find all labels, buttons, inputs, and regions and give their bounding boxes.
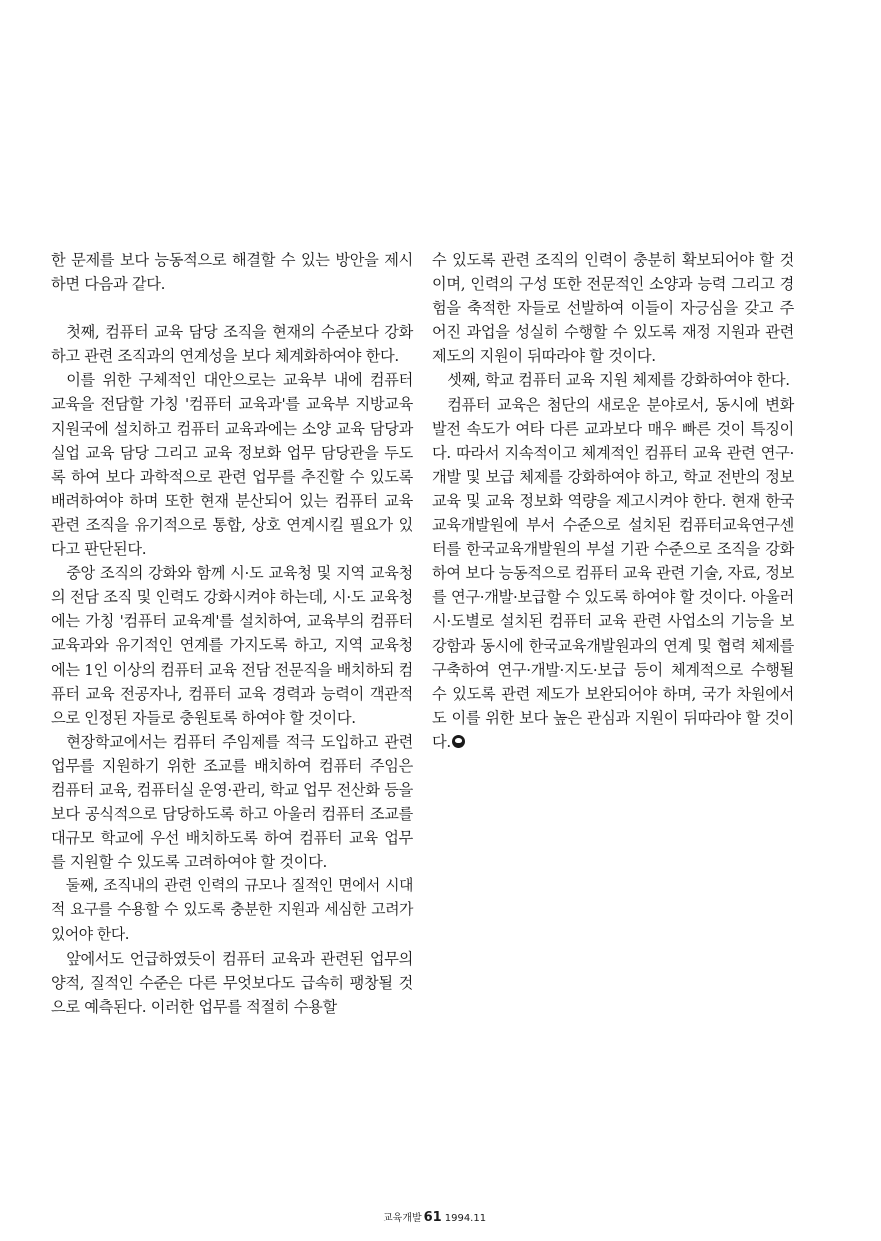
- issue-date: 1994.11: [444, 1213, 487, 1224]
- body-paragraph: 현장학교에서는 컴퓨터 주임제를 적극 도입하고 관련 업무를 지원하기 위한 조교를 배치하여 컴퓨터 주임은 컴퓨터 교육, 컴퓨터실 운영·관리, 학교 업무 전산화 등을 보다 공식적으로 담당하도록 하고 아울러 컴퓨터 조교를 대규모 학교에 우선 배치하도록 하여 컴퓨터 교육 업무를 지원할 수 있도록 고려하여야 할 것이다.: [51, 732, 413, 872]
- body-paragraph: 앞에서도 언급하였듯이 컴퓨터 교육과 관련된 업무의 양적, 질적인 수준은 다른 무엇보다도 급속히 팽창될 것으로 예측된다. 이러한 업무를 적절히 수용할: [51, 949, 413, 1016]
- body-paragraph-text: 컴퓨터 교육은 첨단의 새로운 분야로서, 동시에 변화 발전 속도가 여타 다른 교과보다 매우 빠른 것이 특징이다. 따라서 지속적이고 체계적인 컴퓨터 교육 관련 연구·개발 및 보급 체제를 강화하여야 하고, 학교 전반의 정보 교육 및 교육 정보화 역량을 제고시켜야 한다. 현재 한국교육개발원에 부서 수준으로 설치된 컴퓨터교육연구센터를 한국교육개발원의 부설 기관 수준으로 조직을 강화하여 보다 능동적으로 컴퓨터 교육 관련 기술, 자료, 정보를 연구·개발·보급할 수 있도록 하여야 할 것이다. 아울러 시·도별로 설치된 컴퓨터 교육 관련 사업소의 기능을 보강함과 동시에 한국교육개발원과의 연계 및 협력 체제를 구축하여 연구·개발·지도·보급 등이 체계적으로 수행될 수 있도록 관련 제도가 보완되어야 하며, 국가 차원에서도 이를 위한 보다 높은 관심과 지원이 뒤따라야 할 것이다.: [432, 395, 794, 751]
- page-footer: [383, 1209, 486, 1225]
- body-paragraph: 중앙 조직의 강화와 함께 시·도 교육청 및 지역 교육청의 전담 조직 및 인력도 강화시켜야 하는데, 시·도 교육청에는 가칭 '컴퓨터 교육계'를 설치하여, 교육부의 컴퓨터 교육과와 유기적인 연계를 가지도록 하고, 지역 교육청에는 1인 이상의 컴퓨터 교육 전담 전문직을 배치하되 컴퓨터 교육 전공자나, 컴퓨터 교육 경력과 능력이 객관적으로 인정된 자들로 충원토록 하여야 할 것이다.: [51, 564, 413, 727]
- end-mark-icon: [452, 735, 465, 748]
- right-column: [432, 248, 794, 754]
- publication-name: 교육개발: [383, 1213, 422, 1224]
- left-column: [51, 248, 413, 1019]
- body-paragraph: 수 있도록 관련 조직의 인력이 충분히 확보되어야 할 것이며, 인력의 구성 또한 전문적인 소양과 능력 그리고 경험을 축적한 자들로 선발하여 이들이 자긍심을 갖고 주어진 과업을 성실히 수행할 수 있도록 재정 지원과 관련 제도의 지원이 뒤따라야 할 것이다.: [432, 251, 794, 366]
- section-heading: 둘째, 조직내의 관련 인력의 규모나 질적인 면에서 시대적 요구를 수용할 수 있도록 충분한 지원과 세심한 고려가 있어야 한다.: [51, 877, 413, 943]
- body-paragraph: 이를 위한 구체적인 대안으로는 교육부 내에 컴퓨터 교육을 전담할 가칭 '컴퓨터 교육과'를 교육부 지방교육지원국에 설치하고 컴퓨터 교육과에는 소양 교육 담당과 실업 교육 담당 그리고 교육 정보화 업무 담당관을 두도록 하여 보다 과학적으로 관련 업무를 추진할 수 있도록 배려하여야 하며 또한 현재 분산되어 있는 컴퓨터 교육 관련 조직을 유기적으로 통합, 상호 연계시킬 필요가 있다고 판단된다.: [51, 371, 413, 559]
- body-paragraph: 한 문제를 보다 능동적으로 해결할 수 있는 방안을 제시하면 다음과 같다.: [51, 251, 413, 294]
- body-paragraph: [432, 393, 794, 754]
- body-paragraph: 첫째, 컴퓨터 교육 담당 조직을 현재의 수준보다 강화하고 관련 조직과의 연계성을 보다 체계화하여야 한다.: [51, 323, 413, 366]
- body-paragraph: 셋째, 학교 컴퓨터 교육 지원 체제를 강화하여야 한다.: [447, 371, 790, 390]
- page-number: 61: [423, 1210, 442, 1225]
